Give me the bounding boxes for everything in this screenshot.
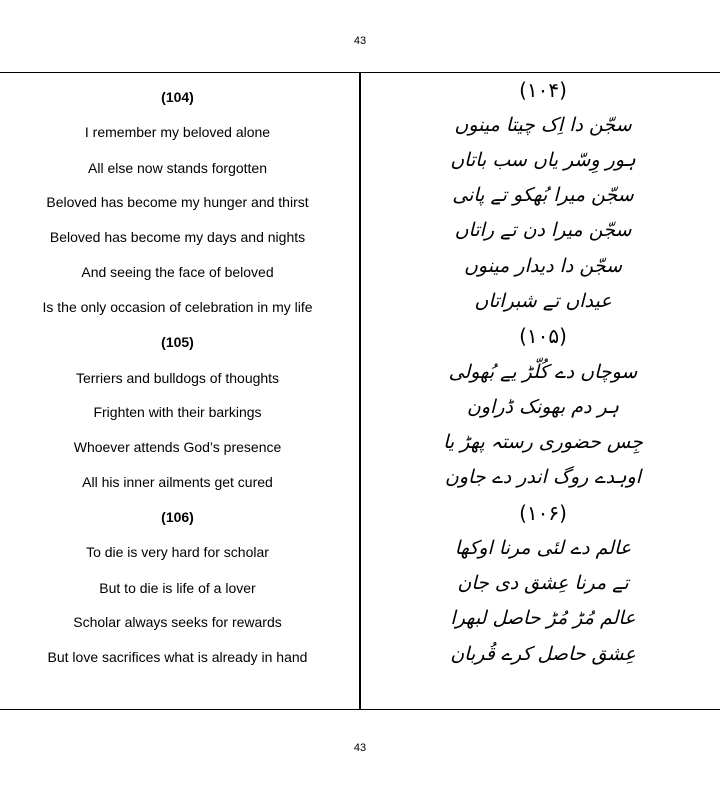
urdu-line: عِشق حاصل کرے قُربان: [450, 643, 636, 665]
english-line: All his inner ailments get cured: [82, 474, 273, 490]
english-line: Frighten with their barkings: [93, 404, 262, 420]
verse-heading-104: (104): [161, 89, 194, 105]
english-line: I remember my beloved alone: [84, 124, 271, 140]
english-line: But to die is life of a lover: [99, 580, 256, 596]
urdu-line: سوچاں دے کُلّڑ یے بُھولی: [448, 361, 638, 383]
urdu-line: جِس حضوری رستہ پھڑ یا: [443, 431, 643, 453]
column-divider: [359, 72, 361, 710]
english-line: Is the only occasion of celebration in my life: [42, 299, 313, 315]
english-line: And seeing the face of beloved: [81, 264, 274, 280]
bottom-rule: [0, 709, 720, 710]
urdu-line: سجّن دا اِک چیتا مینوں: [454, 114, 632, 136]
english-line: Scholar always seeks for rewards: [73, 614, 282, 630]
urdu-heading-105: (۱۰۵): [519, 324, 567, 348]
urdu-line: سجّن میرا دن تے راتاں: [454, 219, 632, 241]
english-line: Terriers and bulldogs of thoughts: [75, 370, 280, 386]
urdu-line: ہور وِسّر یاں سب باتاں: [450, 149, 636, 171]
urdu-line: عالم دے لئی مرنا اوکھا: [454, 537, 632, 559]
urdu-heading-104: (۱۰۴): [519, 78, 567, 102]
urdu-line: عیداں تے شبراتاں: [474, 290, 612, 312]
english-line: But love sacrifices what is already in hand: [47, 649, 308, 665]
urdu-heading-106: (۱۰۶): [519, 501, 567, 525]
urdu-line: عالم مُڑ مُڑ حاصل لبھرا: [450, 607, 636, 629]
english-line: Beloved has become my days and nights: [49, 229, 306, 245]
english-line: Beloved has become my hunger and thirst: [46, 194, 309, 210]
urdu-line: سجّن دا دیدار مینوں: [463, 255, 623, 277]
urdu-line: اوہدے روگ اندر دے جاون: [444, 466, 642, 488]
page-number-top: 43: [353, 35, 367, 47]
urdu-line: سجّن میرا بُھکو تے پانی: [452, 184, 634, 206]
urdu-line: ہر دم بھونک ڈراون: [466, 396, 620, 418]
verse-heading-105: (105): [161, 334, 194, 350]
english-line: To die is very hard for scholar: [86, 544, 269, 560]
english-line: All else now stands forgotten: [88, 160, 267, 176]
english-line: Whoever attends God’s presence: [73, 439, 282, 455]
urdu-line: تے مرنا عِشق دی جان: [457, 572, 629, 594]
page-number-bottom: 43: [353, 742, 367, 754]
verse-heading-106: (106): [161, 509, 194, 525]
